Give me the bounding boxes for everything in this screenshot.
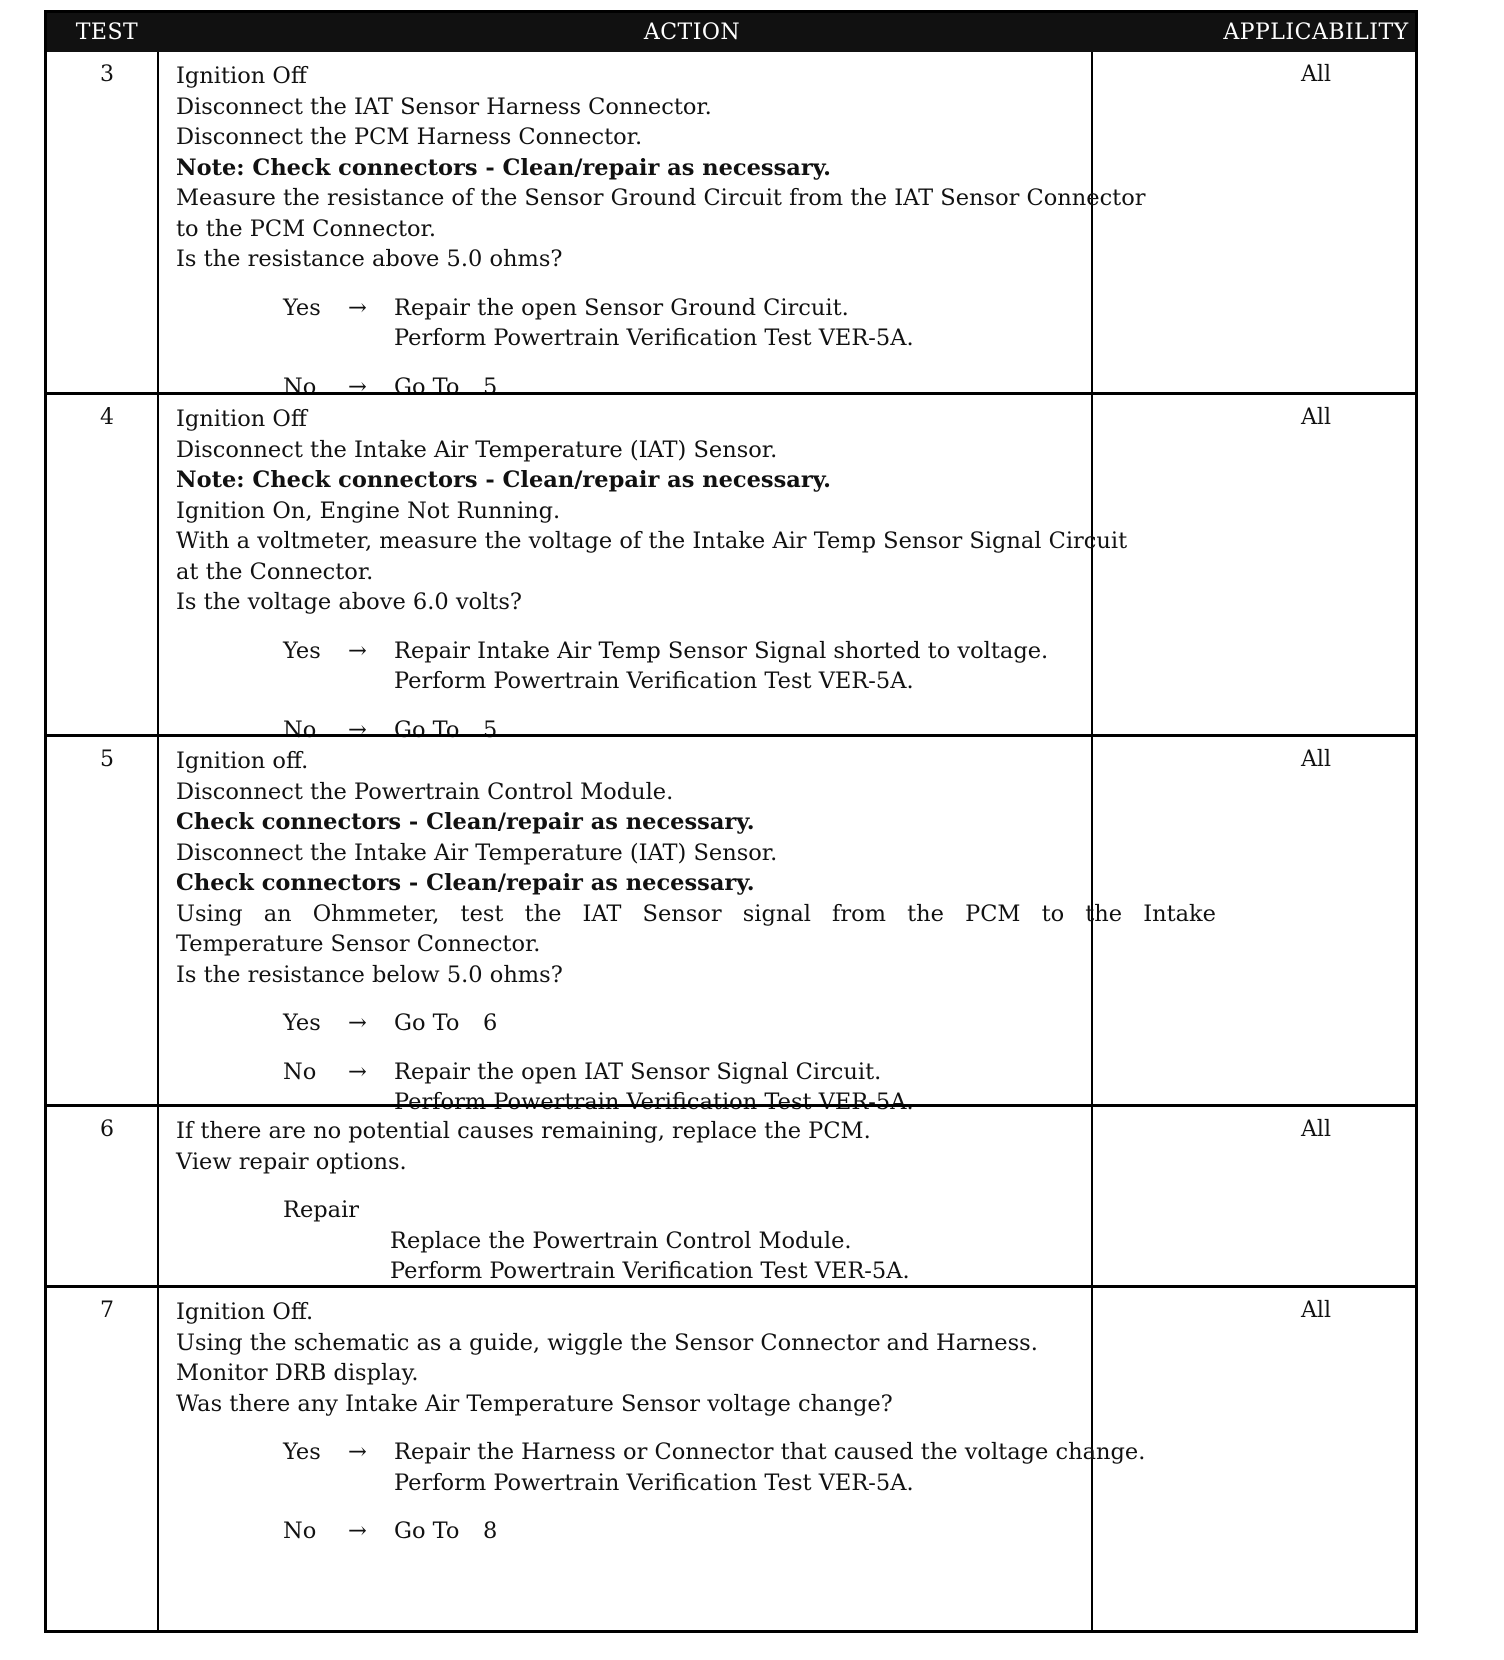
table-row bbox=[47, 734, 1415, 1115]
action-line: Measure the resistance of the Sensor Ground Circuit from the IAT Sensor Connector bbox=[176, 185, 1146, 211]
action-line: Disconnect the PCM Harness Connector. bbox=[176, 124, 643, 150]
action-line: Disconnect the Intake Air Temperature (IAT) Sensor. bbox=[176, 839, 778, 866]
yes-result: Perform Powertrain Verification Test VER-5A. bbox=[394, 325, 914, 351]
yes-result: Repair Intake Air Temp Sensor Signal shorted to voltage. bbox=[394, 637, 1049, 664]
no-result: Perform Powertrain Verification Test VER-5A. bbox=[394, 1089, 914, 1115]
arrow-icon: → bbox=[348, 373, 367, 400]
action-question: Is the voltage above 6.0 volts? bbox=[176, 589, 522, 615]
yes-result: Repair the Harness or Connector that caused the voltage change. bbox=[394, 1439, 1146, 1465]
action-line: View repair options. bbox=[176, 1148, 407, 1175]
no-label: No bbox=[283, 1518, 317, 1544]
action-line: Disconnect the IAT Sensor Harness Connector. bbox=[176, 93, 712, 120]
action-line: Using the schematic as a guide, wiggle the Sensor Connector and Harness. bbox=[176, 1329, 1038, 1356]
action-note: Note: Check connectors - Clean/repair as necessary. bbox=[176, 154, 831, 181]
no-label: No bbox=[283, 373, 317, 400]
action-note: Check connectors - Clean/repair as necessary. bbox=[176, 809, 755, 835]
goto-number: 6 bbox=[483, 1010, 498, 1036]
arrow-icon: → bbox=[348, 1058, 367, 1085]
action-line: Ignition off. bbox=[176, 748, 309, 774]
action-note: Note: Check connectors - Clean/repair as necessary. bbox=[176, 467, 831, 493]
table-row bbox=[47, 1104, 1415, 1285]
yes-option bbox=[176, 293, 1216, 324]
action-line: Ignition Off bbox=[176, 63, 307, 89]
action-line: Disconnect the Powertrain Control Module. bbox=[176, 778, 674, 805]
table-header bbox=[47, 13, 1415, 52]
action-cell bbox=[176, 746, 1216, 1118]
yes-result: Repair the open Sensor Ground Circuit. bbox=[394, 294, 849, 321]
action-line: If there are no potential causes remaining, replace the PCM. bbox=[176, 1118, 871, 1144]
no-option bbox=[176, 1057, 1216, 1088]
yes-label: Yes bbox=[283, 1010, 321, 1036]
table-row bbox=[47, 52, 1415, 400]
action-note: Check connectors - Clean/repair as necessary. bbox=[176, 870, 755, 896]
test-number: 7 bbox=[100, 1298, 114, 1323]
action-line: at the Connector. bbox=[176, 558, 374, 585]
header-test: TEST bbox=[75, 20, 139, 45]
action-line: Ignition Off bbox=[176, 406, 307, 432]
applicability-value: All bbox=[1301, 1117, 1331, 1142]
repair-label: Repair bbox=[283, 1197, 360, 1223]
test-number: 5 bbox=[100, 747, 114, 772]
repair-result: Perform Powertrain Verification Test VER-5A. bbox=[390, 1258, 910, 1284]
action-line: Temperature Sensor Connector. bbox=[176, 931, 541, 957]
action-question: Is the resistance above 5.0 ohms? bbox=[176, 246, 563, 272]
goto-number: 5 bbox=[483, 373, 498, 400]
test-number: 3 bbox=[100, 62, 114, 87]
goto-label: Go To bbox=[394, 373, 460, 400]
action-question: Is the resistance below 5.0 ohms? bbox=[176, 961, 563, 988]
yes-result: Perform Powertrain Verification Test VER-5A. bbox=[394, 1469, 914, 1496]
action-line: Ignition On, Engine Not Running. bbox=[176, 497, 561, 524]
test-number: 4 bbox=[100, 405, 114, 430]
action-cell bbox=[176, 61, 1216, 402]
table-row bbox=[47, 1285, 1415, 1630]
yes-label: Yes bbox=[283, 1439, 321, 1465]
yes-label: Yes bbox=[283, 294, 321, 321]
arrow-icon: → bbox=[348, 294, 367, 321]
no-result: Repair the open IAT Sensor Signal Circuit. bbox=[394, 1058, 882, 1085]
yes-option bbox=[176, 1437, 1216, 1468]
diagnostic-table bbox=[44, 10, 1418, 1633]
repair-option bbox=[176, 1195, 1216, 1226]
goto-label: Go To bbox=[394, 716, 460, 743]
action-line: Ignition Off. bbox=[176, 1299, 314, 1325]
no-option bbox=[176, 1516, 1216, 1547]
action-cell bbox=[176, 404, 1216, 745]
applicability-value: All bbox=[1301, 405, 1331, 430]
action-line: Disconnect the Intake Air Temperature (IAT) Sensor. bbox=[176, 436, 778, 463]
arrow-icon: → bbox=[348, 1518, 367, 1544]
goto-label: Go To bbox=[394, 1010, 460, 1036]
yes-option bbox=[176, 636, 1216, 667]
goto-label: Go To bbox=[394, 1518, 460, 1544]
action-line: Using an Ohmmeter, test the IAT Sensor signal from the PCM to the Intake bbox=[176, 900, 1216, 927]
arrow-icon: → bbox=[348, 1010, 367, 1036]
no-label: No bbox=[283, 1058, 317, 1085]
test-number: 6 bbox=[100, 1117, 114, 1142]
applicability-value: All bbox=[1301, 747, 1331, 772]
action-line: Monitor DRB display. bbox=[176, 1360, 419, 1386]
arrow-icon: → bbox=[348, 716, 367, 743]
applicability-value: All bbox=[1301, 1298, 1331, 1323]
no-label: No bbox=[283, 716, 317, 743]
header-applicability: APPLICABILITY bbox=[1223, 20, 1409, 45]
yes-label: Yes bbox=[283, 637, 321, 664]
action-question: Was there any Intake Air Temperature Sensor voltage change? bbox=[176, 1390, 893, 1417]
yes-option bbox=[176, 1008, 1216, 1039]
action-cell bbox=[176, 1297, 1216, 1547]
yes-result: Perform Powertrain Verification Test VER-5A. bbox=[394, 668, 914, 694]
table-row bbox=[47, 392, 1415, 743]
arrow-icon: → bbox=[348, 1439, 367, 1465]
arrow-icon: → bbox=[348, 637, 367, 664]
repair-result: Replace the Powertrain Control Module. bbox=[390, 1227, 852, 1254]
action-line: With a voltmeter, measure the voltage of the Intake Air Temp Sensor Signal Circuit bbox=[176, 528, 1128, 554]
goto-number: 5 bbox=[483, 716, 498, 743]
applicability-value: All bbox=[1301, 62, 1331, 87]
action-cell bbox=[176, 1116, 1216, 1287]
action-line: to the PCM Connector. bbox=[176, 215, 436, 242]
goto-number: 8 bbox=[483, 1518, 498, 1544]
header-action: ACTION bbox=[643, 20, 741, 45]
